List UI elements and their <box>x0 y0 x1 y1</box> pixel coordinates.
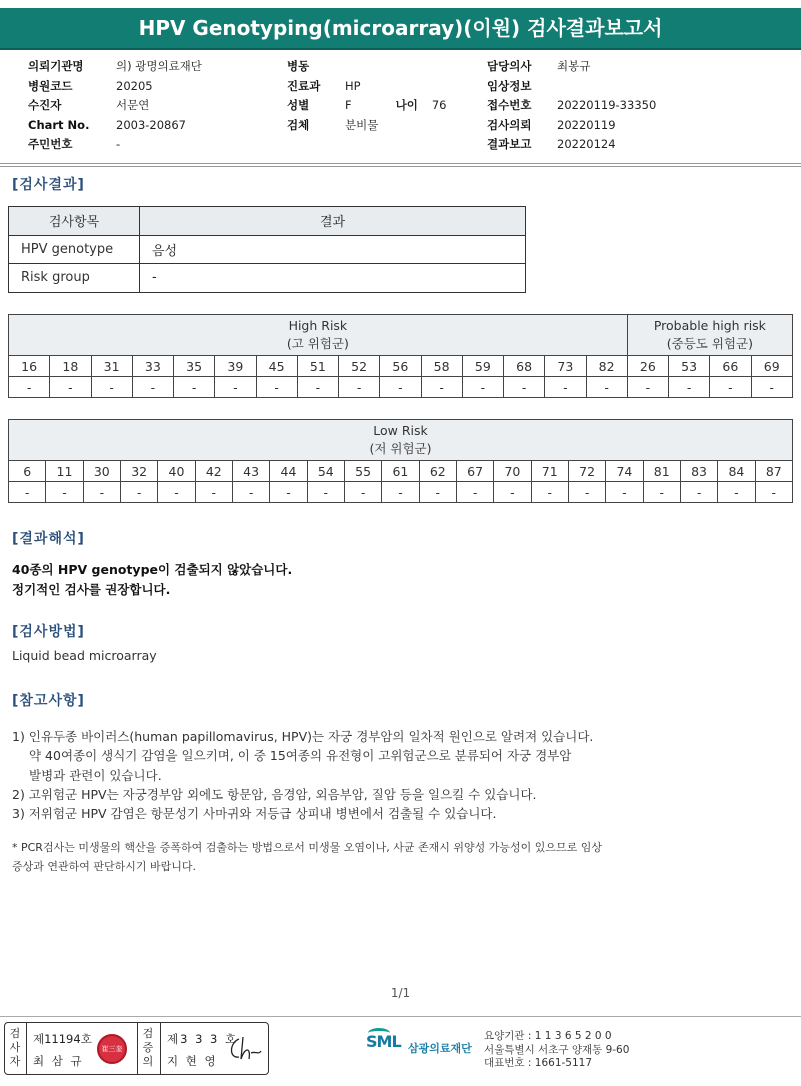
genotype-cell: - <box>195 482 232 503</box>
high-risk-header <box>9 315 628 356</box>
info-label: 검사의뢰 <box>487 117 532 132</box>
age-value: 76 <box>431 98 447 112</box>
approver-label: 검증의 <box>142 1027 154 1068</box>
genotype-cell: - <box>232 482 269 503</box>
low-risk-title: Low Risk <box>373 423 428 438</box>
info-value: 20205 <box>116 78 153 93</box>
info-label: 병동 <box>287 59 310 73</box>
patient-info-col1 <box>28 57 202 155</box>
high-risk-table <box>8 314 793 398</box>
info-label: 결과보고 <box>487 137 532 151</box>
genotype-cell: 52 <box>339 356 380 377</box>
genotype-cell: - <box>158 482 195 503</box>
genotype-cell: 11 <box>46 461 83 482</box>
genotype-cell: 87 <box>755 461 792 482</box>
genotype-cell: 56 <box>380 356 421 377</box>
patient-info-col2 <box>287 57 446 135</box>
genotype-cell: 71 <box>531 461 568 482</box>
genotype-cell: - <box>504 377 545 398</box>
genotype-cell: - <box>83 482 120 503</box>
column-header: 결과 <box>140 207 526 236</box>
low-risk-subtitle: (저 위험군) <box>369 441 432 456</box>
genotype-result-row <box>9 377 793 398</box>
genotype-cell: 51 <box>297 356 338 377</box>
result-table <box>8 206 526 293</box>
divider <box>26 1023 27 1074</box>
genotype-cell: 53 <box>669 356 710 377</box>
genotype-cell: - <box>9 482 46 503</box>
genotype-cell: - <box>462 377 503 398</box>
examiner-seal: 崔三奎 <box>97 1034 127 1064</box>
genotype-cell: - <box>270 482 307 503</box>
genotype-cell: - <box>297 377 338 398</box>
genotype-cell: 84 <box>718 461 755 482</box>
info-label: 의뢰기관명 <box>28 59 84 73</box>
info-value: 2003-20867 <box>116 117 186 132</box>
interpretation-text <box>12 560 292 600</box>
examiner-license: 제11194호 <box>33 1032 92 1046</box>
column-header: 검사항목 <box>9 207 140 236</box>
interpretation-line: 40종의 HPV genotype이 검출되지 않았습니다. <box>12 562 293 577</box>
genotype-cell: - <box>751 377 793 398</box>
genotype-cell: 30 <box>83 461 120 482</box>
genotype-cell: - <box>419 482 456 503</box>
probable-risk-title: Probable high risk <box>653 318 766 333</box>
table-cell: Risk group <box>9 264 140 293</box>
genotype-cell: - <box>256 377 297 398</box>
footnote-line: * PCR검사는 미생물의 핵산을 증폭하여 검출하는 방법으로서 미생물 오염이나, 사균 존재시 위양성 가능성이 있으므로 임상 <box>12 841 602 854</box>
genotype-cell: - <box>339 377 380 398</box>
genotype-cell: 62 <box>419 461 456 482</box>
info-value: 20220119 <box>557 117 616 132</box>
section-heading-interpretation: [결과해석] <box>12 531 85 547</box>
info-value: F <box>345 98 352 112</box>
genotype-cell: 26 <box>627 356 668 377</box>
genotype-cell: - <box>710 377 751 398</box>
genotype-cell: 68 <box>504 356 545 377</box>
info-label: 병원코드 <box>28 78 73 93</box>
approver-name: 지 현 영 <box>167 1054 218 1068</box>
title-underline <box>0 48 801 50</box>
info-label: 진료과 <box>287 78 321 93</box>
genotype-cell: 61 <box>382 461 419 482</box>
divider <box>137 1023 138 1074</box>
table-cell: 음성 <box>140 235 526 264</box>
report-title: HPV Genotyping(microarray)(이원) 검사결과보고서 <box>0 8 801 48</box>
genotype-cell: - <box>643 482 680 503</box>
info-label: 수진자 <box>28 98 62 112</box>
logo-mark: SML <box>366 1032 401 1051</box>
org-info <box>484 1030 629 1071</box>
divider <box>0 166 801 167</box>
info-value: 20220119-33350 <box>557 98 657 112</box>
genotype-cell: - <box>494 482 531 503</box>
footnote-line: 증상과 연관하여 판단하시기 바랍니다. <box>12 860 197 873</box>
info-label: 주민번호 <box>28 137 73 151</box>
signature-icon <box>227 1033 263 1065</box>
divider <box>0 163 801 164</box>
info-label: 접수번호 <box>487 98 532 112</box>
table-cell: HPV genotype <box>9 235 140 264</box>
genotype-cell: - <box>718 482 755 503</box>
divider <box>160 1023 161 1074</box>
org-name: 삼광의료재단 <box>408 1042 472 1055</box>
genotype-cell: 40 <box>158 461 195 482</box>
high-risk-title: High Risk <box>288 318 348 333</box>
genotype-cell: 81 <box>643 461 680 482</box>
note-line: 약 40여종이 생식기 감염을 일으키며, 이 중 15여종의 유전형이 고위험군으로 분류되어 자궁 경부암 <box>29 748 572 764</box>
patient-info-col3 <box>487 57 656 155</box>
note-line: 1) 인유두종 바이러스(human papillomavirus, HPV)는 자궁 경부암의 일차적 원인으로 알려져 있습니다. <box>12 729 594 744</box>
low-risk-header <box>9 420 793 461</box>
genotype-cell: - <box>669 377 710 398</box>
org-phone: 대표번호 : 1661-5117 <box>484 1057 593 1069</box>
genotype-cell: 55 <box>344 461 381 482</box>
genotype-cell: - <box>132 377 173 398</box>
table-row <box>9 235 526 264</box>
section-heading-method: [검사방법] <box>12 624 85 640</box>
info-label: 담당의사 <box>487 59 532 73</box>
info-value: 서문연 <box>116 98 150 112</box>
section-heading-notes: [참고사항] <box>12 693 85 709</box>
genotype-cell: - <box>606 482 643 503</box>
genotype-cell: 45 <box>256 356 297 377</box>
genotype-cell: - <box>456 482 493 503</box>
info-value: 20220124 <box>557 137 616 151</box>
genotype-cell: 35 <box>174 356 215 377</box>
approver-license: 제3 3 3 호 <box>167 1032 239 1046</box>
divider <box>0 1016 801 1017</box>
genotype-cell: 31 <box>91 356 132 377</box>
genotype-cell: 82 <box>586 356 627 377</box>
genotype-cell: 32 <box>120 461 157 482</box>
genotype-result-row <box>9 482 793 503</box>
genotype-cell: 66 <box>710 356 751 377</box>
examiner-name: 최 삼 규 <box>33 1054 84 1068</box>
genotype-cell: 72 <box>568 461 605 482</box>
genotype-cell: 18 <box>50 356 91 377</box>
genotype-cell: 58 <box>421 356 462 377</box>
note-line: 2) 고위험군 HPV는 자궁경부암 외에도 항문암, 음경암, 외음부암, 질암 등을 일으킬 수 있습니다. <box>12 786 537 802</box>
genotype-cell: - <box>91 377 132 398</box>
info-value: 최봉규 <box>557 59 591 73</box>
signature-box <box>4 1022 269 1075</box>
note-line: 발병과 관련이 있습니다. <box>29 767 162 783</box>
genotype-cell: 16 <box>9 356 50 377</box>
org-code: 요양기관 : 1 1 3 6 5 2 0 0 <box>484 1030 612 1042</box>
genotype-row <box>9 356 793 377</box>
note-line: 3) 저위험군 HPV 감염은 항문성기 사마귀와 저등급 상피내 병변에서 검출될 수 있습니다. <box>12 806 497 822</box>
genotype-cell: - <box>568 482 605 503</box>
genotype-cell: - <box>421 377 462 398</box>
genotype-cell: - <box>174 377 215 398</box>
info-value: 의) 광명의료재단 <box>116 59 202 73</box>
info-value: 분비물 <box>345 117 379 132</box>
genotype-cell: 54 <box>307 461 344 482</box>
genotype-cell: 67 <box>456 461 493 482</box>
genotype-cell: - <box>382 482 419 503</box>
method-text: Liquid bead microarray <box>12 648 157 663</box>
genotype-cell: - <box>680 482 717 503</box>
age-label: 나이 <box>395 98 418 112</box>
info-label: 검체 <box>287 117 310 132</box>
genotype-cell: - <box>50 377 91 398</box>
org-address: 서울특별시 서초구 양재동 9-60 <box>484 1043 630 1056</box>
high-risk-subtitle: (고 위험군) <box>286 336 349 351</box>
genotype-cell: - <box>344 482 381 503</box>
genotype-cell: 70 <box>494 461 531 482</box>
genotype-cell: - <box>9 377 50 398</box>
info-label: 임상정보 <box>487 78 532 93</box>
info-label: Chart No. <box>28 117 90 132</box>
genotype-cell: 73 <box>545 356 586 377</box>
genotype-cell: 43 <box>232 461 269 482</box>
genotype-cell: 59 <box>462 356 503 377</box>
page-number: 1/1 <box>390 986 411 1000</box>
genotype-cell: 39 <box>215 356 256 377</box>
genotype-cell: - <box>627 377 668 398</box>
probable-risk-header <box>627 315 792 356</box>
footnote <box>12 838 792 876</box>
table-row <box>9 264 526 293</box>
notes-list <box>12 727 593 823</box>
low-risk-table <box>8 419 793 503</box>
genotype-cell: - <box>531 482 568 503</box>
examiner-label: 검사자 <box>9 1027 21 1068</box>
genotype-cell: 44 <box>270 461 307 482</box>
genotype-cell: - <box>215 377 256 398</box>
genotype-cell: 42 <box>195 461 232 482</box>
genotype-cell: 74 <box>606 461 643 482</box>
genotype-cell: - <box>46 482 83 503</box>
genotype-cell: 83 <box>680 461 717 482</box>
genotype-cell: - <box>755 482 792 503</box>
section-heading-result: [검사결과] <box>12 177 85 193</box>
info-value: HP <box>345 78 361 93</box>
genotype-cell: - <box>586 377 627 398</box>
genotype-cell: 33 <box>132 356 173 377</box>
genotype-cell: - <box>120 482 157 503</box>
genotype-cell: - <box>380 377 421 398</box>
table-cell: - <box>140 264 526 293</box>
genotype-cell: 6 <box>9 461 46 482</box>
genotype-cell: - <box>307 482 344 503</box>
genotype-cell: - <box>545 377 586 398</box>
probable-risk-subtitle: (중등도 위험군) <box>666 336 753 351</box>
org-logo <box>366 1028 481 1068</box>
interpretation-line: 정기적인 검사를 권장합니다. <box>12 582 171 597</box>
info-label: 성별 <box>287 98 310 112</box>
genotype-cell: 69 <box>751 356 793 377</box>
genotype-row <box>9 461 793 482</box>
info-value: - <box>116 137 121 151</box>
